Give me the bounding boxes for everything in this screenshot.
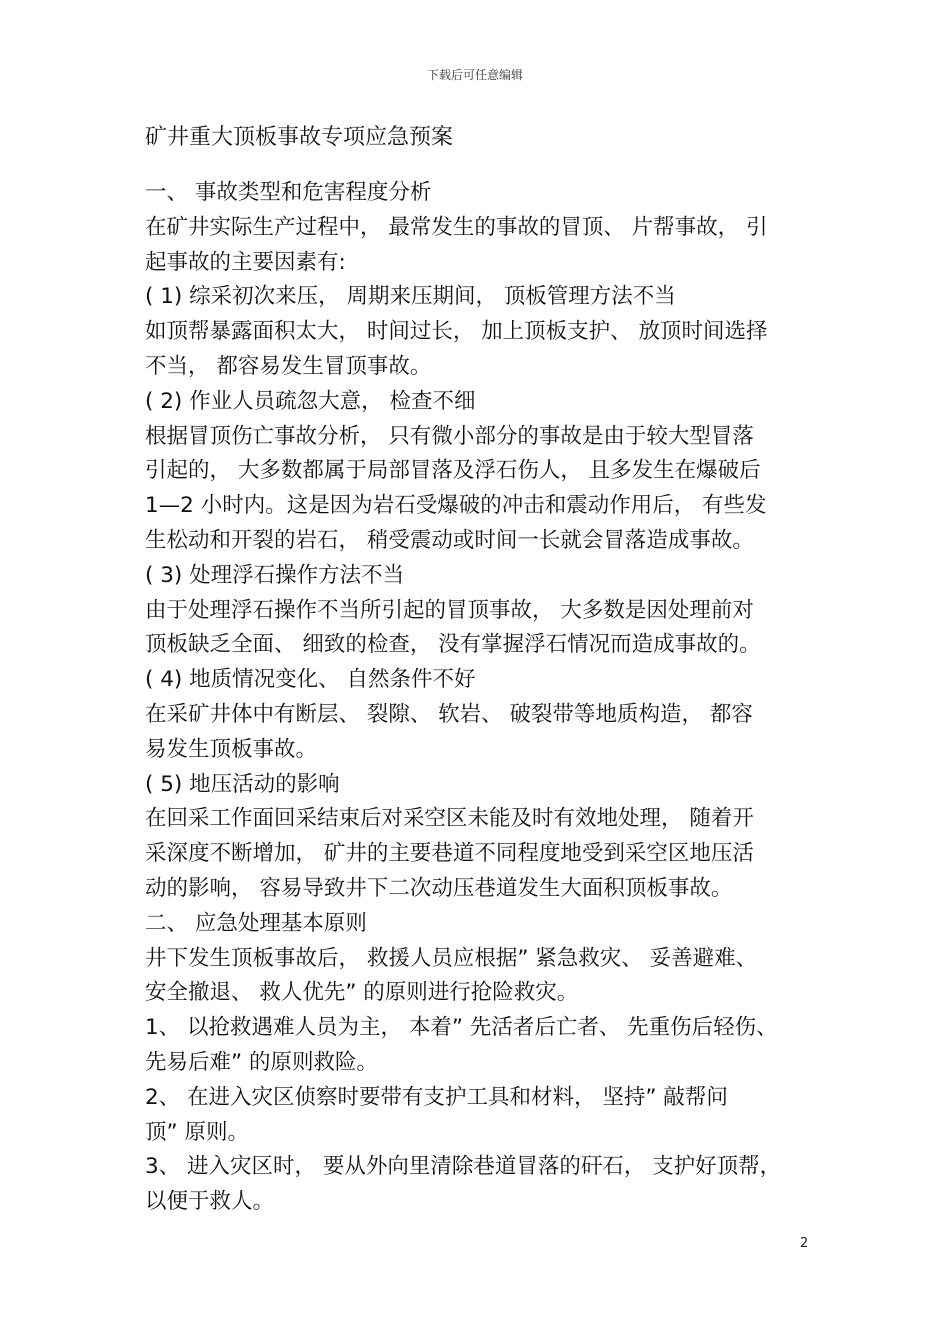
text-line: ( 4) 地质情况变化、 自然条件不好: [145, 667, 476, 693]
text-line: 1—2 小时内。这是因为岩石受爆破的冲击和震动作用后， 有些发: [145, 493, 767, 519]
text-line: 动的影响， 容易导致井下二次动压巷道发生大面积顶板事故。: [145, 875, 733, 901]
text-line: 顶板缺乏全面、 细致的检查， 没有掌握浮石情况而造成事故的。: [145, 632, 761, 658]
text-line: 引起的， 大多数都属于局部冒落及浮石伤人， 且多发生在爆破后: [145, 458, 761, 484]
text-line: 在采矿井体中有断层、 裂隙、 软岩、 破裂带等地质构造， 都容: [145, 701, 753, 727]
text-line: 起事故的主要因素有:: [145, 249, 346, 275]
text-line: 顶” 原则。: [145, 1119, 249, 1145]
text-line: 根据冒顶伤亡事故分析， 只有微小部分的事故是由于较大型冒落: [145, 423, 754, 449]
document-body: [145, 118, 825, 1220]
text-line: 易发生顶板事故。: [145, 736, 318, 762]
text-line: 生松动和开裂的岩石， 稍受震动或时间一长就会冒落造成事故。: [145, 527, 754, 553]
text-line: 1、 以抢救遇难人员为主， 本着” 先活者后亡者、 先重伤后轻伤、: [145, 1015, 778, 1041]
text-line: 井下发生顶板事故后， 救援人员应根据” 紧急救灾、 妥善避难、: [145, 945, 758, 971]
text-line: 以便于救人。: [145, 1189, 275, 1215]
text-line: ( 2) 作业人员疏忽大意， 检查不细: [145, 388, 476, 414]
text-line: 先易后难” 的原则救险。: [145, 1049, 378, 1075]
text-line: 二、 应急处理基本原则: [145, 910, 367, 936]
text-line: 在矿井实际生产过程中， 最常发生的事故的冒顶、 片帮事故， 引: [145, 214, 768, 240]
text-line: ( 5) 地压活动的影响: [145, 771, 340, 797]
text-line: 如顶帮暴露面积太大， 时间过长， 加上顶板支护、 放顶时间选择: [145, 319, 768, 345]
text-line: 3、 进入灾区时， 要从外向里清除巷道冒落的矸石， 支护好顶帮，: [145, 1154, 782, 1180]
text-line: 采深度不断增加， 矿井的主要巷道不同程度地受到采空区地压活: [145, 841, 754, 867]
text-line: ( 3) 处理浮石操作方法不当: [145, 562, 405, 588]
text-line: 由于处理浮石操作不当所引起的冒顶事故， 大多数是因处理前对: [145, 597, 754, 623]
text-line: ( 1) 综采初次来压， 周期来压期间， 顶板管理方法不当: [145, 284, 676, 310]
page-number: 2: [800, 1236, 809, 1251]
text-line: 2、 在进入灾区侦察时要带有支护工具和材料， 坚持” 敲帮问: [145, 1084, 728, 1110]
text-line: 在回采工作面回采结束后对采空区未能及时有效地处理， 随着开: [145, 806, 754, 832]
page-header: 下载后可任意编辑: [426, 68, 523, 82]
text-line: 一、 事故类型和危害程度分析: [145, 180, 432, 205]
document-title: 矿井重大顶板事故专项应急预案: [145, 125, 454, 150]
text-line: 安全撤退、 救人优先” 的原则进行抢险救灾。: [145, 980, 579, 1006]
text-line: 不当， 都容易发生冒顶事故。: [145, 353, 432, 379]
